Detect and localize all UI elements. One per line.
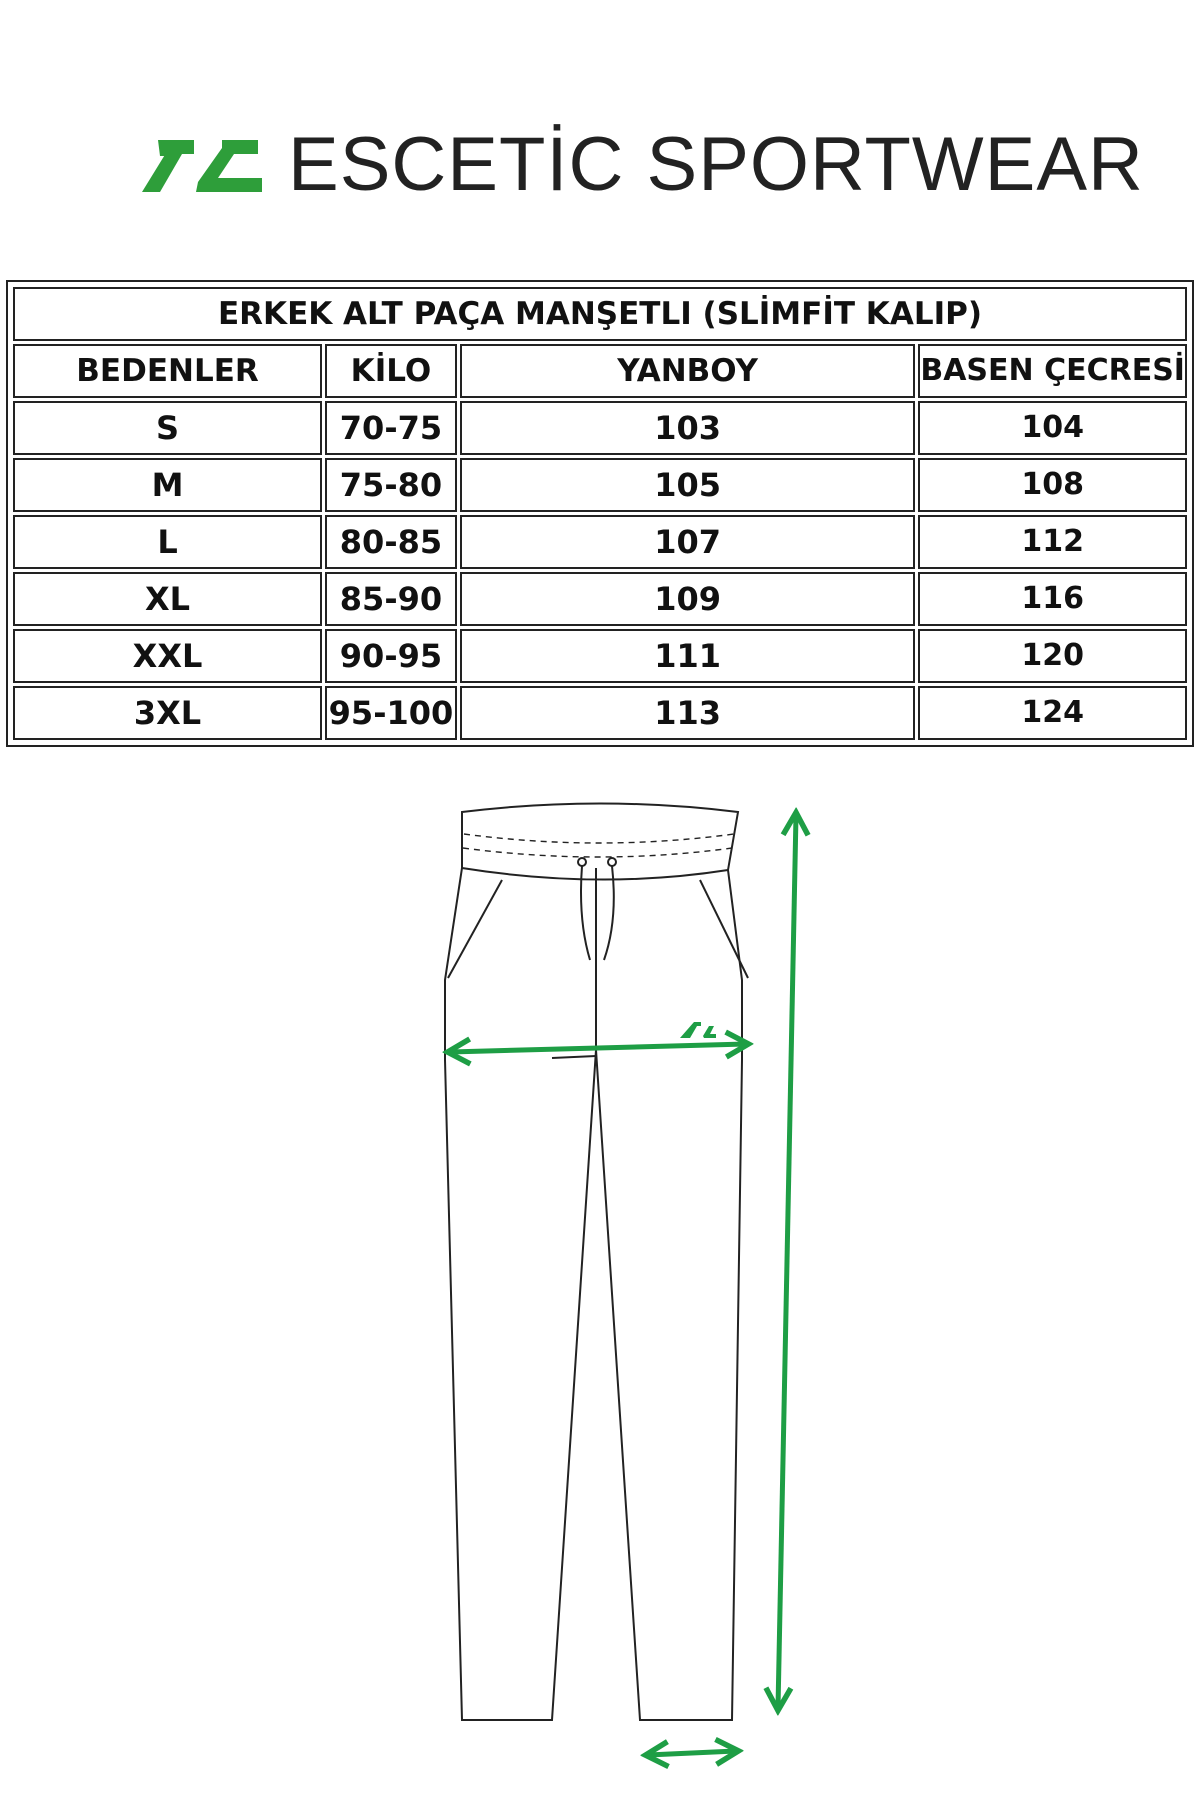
weight-cell: 75-80 <box>325 458 457 512</box>
size-cell: M <box>13 458 322 512</box>
length-cell: 107 <box>460 515 915 569</box>
pants-diagram <box>0 780 1200 1800</box>
table-title: ERKEK ALT PAÇA MANŞETLI (SLİMFİT KALIP) <box>13 287 1187 341</box>
weight-cell: 95-100 <box>325 686 457 740</box>
size-cell: S <box>13 401 322 455</box>
table-header-row <box>13 344 1187 398</box>
length-cell: 105 <box>460 458 915 512</box>
length-cell: 113 <box>460 686 915 740</box>
hip-cell: 108 <box>918 458 1187 512</box>
size-table <box>10 284 1190 743</box>
hip-cell: 112 <box>918 515 1187 569</box>
hip-cell: 120 <box>918 629 1187 683</box>
length-cell: 103 <box>460 401 915 455</box>
size-cell: XL <box>13 572 322 626</box>
hip-measure-arrow <box>450 1044 746 1052</box>
length-cell: 109 <box>460 572 915 626</box>
small-logo-icon <box>680 1022 716 1038</box>
hem-measure-arrow <box>648 1751 736 1755</box>
table-row <box>13 515 1187 569</box>
weight-cell: 90-95 <box>325 629 457 683</box>
measurement-arrows <box>450 815 796 1755</box>
brand-name: ESCETİC SPORTWEAR <box>288 122 1144 207</box>
table-row <box>13 401 1187 455</box>
weight-cell: 85-90 <box>325 572 457 626</box>
length-measure-arrow <box>778 815 796 1708</box>
size-cell: 3XL <box>13 686 322 740</box>
table-row <box>13 458 1187 512</box>
header-yanboy: YANBOY <box>460 344 915 398</box>
brand-logo-icon <box>138 134 266 196</box>
header-bedenler: BEDENLER <box>13 344 322 398</box>
size-cell: XXL <box>13 629 322 683</box>
pants-sketch-icon <box>445 804 748 1721</box>
table-row <box>13 686 1187 740</box>
table-title-row <box>13 287 1187 341</box>
weight-cell: 80-85 <box>325 515 457 569</box>
header-kilo: KİLO <box>325 344 457 398</box>
hip-cell: 124 <box>918 686 1187 740</box>
size-cell: L <box>13 515 322 569</box>
table-row <box>13 629 1187 683</box>
size-chart <box>6 280 1194 747</box>
hip-cell: 104 <box>918 401 1187 455</box>
length-cell: 111 <box>460 629 915 683</box>
table-row <box>13 572 1187 626</box>
brand-header <box>138 120 1144 210</box>
hip-cell: 116 <box>918 572 1187 626</box>
weight-cell: 70-75 <box>325 401 457 455</box>
header-basen: BASEN ÇECRESİ <box>918 344 1187 398</box>
